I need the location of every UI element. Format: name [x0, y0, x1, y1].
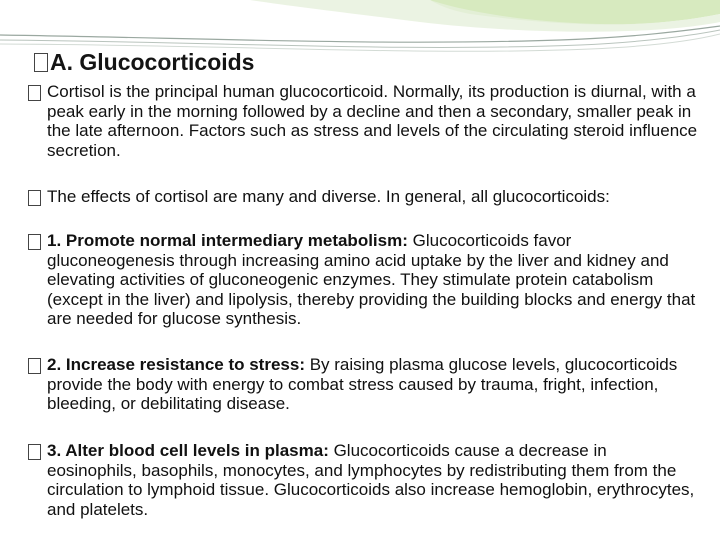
- bullet-box-icon: [28, 85, 41, 101]
- paragraph-text: [28, 231, 700, 329]
- paragraph-body: Cortisol is the principal human glucocorticoid. Normally, its production is diurnal, with a peak early in the morning followed by a decline and then a secondary, smaller peak in the late afternoon. Factors such as stress and levels of the circulating steroid influence secretion.: [47, 82, 698, 160]
- paragraph-text: [28, 355, 700, 414]
- bullet-box-icon: [28, 358, 41, 374]
- paragraph-heading: 2. Increase resistance to stress:: [47, 355, 305, 374]
- bullet-box-icon: [28, 190, 41, 206]
- slide-title-text: A. Glucocorticoids: [50, 49, 255, 75]
- paragraph-text: [28, 187, 700, 207]
- bullet-box-icon: [28, 234, 41, 250]
- paragraph-body: Glucocorticoids cause a decrease in eosinophils, basophils, monocytes, and lymphocytes by redistributing them from the circulation to lymphoid tissue. Glucocorticoids also increase hemoglobin, erythrocytes, and platelets.: [47, 441, 695, 519]
- paragraph-body: By raising plasma glucose levels, glucocorticoids provide the body with energy to combat stress caused by trauma, fright, infection, bleeding, or debilitating disease.: [47, 355, 678, 413]
- paragraph-heading: 3. Alter blood cell levels in plasma:: [47, 441, 329, 460]
- paragraph-metabolism: [28, 231, 700, 329]
- paragraph-text: [28, 441, 700, 519]
- paragraph-heading: 1. Promote normal intermediary metabolism:: [47, 231, 408, 250]
- paragraph-cortisol-intro: [28, 82, 700, 160]
- paragraph-stress-resistance: [28, 355, 700, 414]
- paragraph-text: [28, 82, 700, 160]
- paragraph-effects-intro: [28, 187, 700, 207]
- title-bullet-icon: [34, 53, 48, 72]
- paragraph-body: The effects of cortisol are many and diverse. In general, all glucocorticoids:: [47, 187, 610, 206]
- paragraph-body: Glucocorticoids favor gluconeogenesis through increasing amino acid uptake by the liver and kidney and elevating activities of gluconeogenic enzymes. They stimulate protein catabolism (except in the liver) and lipolysis, thereby providing the building blocks and energy that are needed for glucose synthesis.: [47, 231, 696, 328]
- paragraph-blood-cells: [28, 441, 700, 519]
- slide-title: [34, 49, 254, 76]
- bullet-box-icon: [28, 444, 41, 460]
